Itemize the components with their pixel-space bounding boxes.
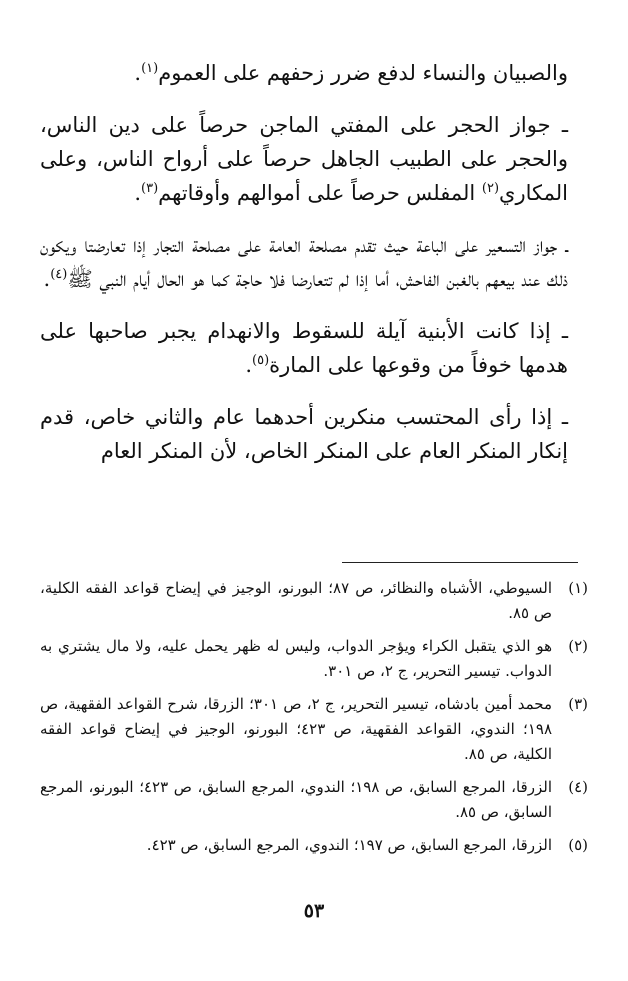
paragraph-text: ـ إذا رأى المحتسب منكرين أحدهما عام والثاني خاص، قدم إنكار المنكر العام على المنكر الخاص، لأن المنكر العام — [40, 405, 568, 463]
paragraph-0 — [40, 56, 568, 90]
footnote-item — [40, 634, 588, 684]
footnote-item — [40, 775, 588, 825]
paragraph-text: ـ إذا كانت الأبنية آيلة للسقوط والانهدام يجبر صاحبها على هدمها خوفاً من وقوعها على المارة — [40, 319, 568, 377]
footnote-item — [40, 576, 588, 626]
footnote-text: هو الذي يتقبل الكراء ويؤجر الدواب، وليس له ظهر يحمل عليه، ولا مال يشتري به الدواب. تيسير التحرير، ج ٢، ص ٣٠١. — [40, 637, 552, 680]
footnote-number: (٥) — [568, 836, 588, 854]
paragraph-end: . — [134, 181, 141, 205]
paragraph-2 — [40, 228, 568, 296]
footnote-text: الزرقا، المرجع السابق، ص ١٩٧؛ الندوي، المرجع السابق، ص ٤٢٣. — [146, 836, 552, 854]
paragraph-end: . — [245, 353, 253, 377]
paragraph-text: والصبيان والنساء لدفع ضرر زحفهم على العموم — [158, 61, 568, 85]
footnote-ref-1: (١) — [141, 61, 159, 76]
footnote-item — [40, 692, 588, 767]
footnote-item — [40, 833, 588, 858]
paragraph-4 — [40, 400, 568, 468]
paragraph-text: ـ جواز الحجر على المفتي الماجن حرصاً على دين الناس، والحجر على الطبيب الجاهل حرصاً على أرواح الناس، وعلى المكاري — [40, 113, 568, 205]
paragraph-end: . — [134, 61, 142, 85]
footnote-ref-2: (٢) — [481, 181, 500, 196]
footnote-ref-5: (٥) — [252, 353, 270, 368]
footnote-text: محمد أمين بادشاه، تيسير التحرير، ج ٢، ص ٣٠١؛ الزرقا، شرح القواعد الفقهية، ص ١٩٨؛ الندوي، القواعد الفقهية، ص ٤٢٣؛ البورنو، الوجيز في إيضاح قواعد الفقه الكلية، ص ٨٥. — [40, 695, 552, 763]
paragraph-end: . — [43, 267, 51, 291]
footnote-text: السيوطي، الأشباه والنظائر، ص ٨٧؛ البورنو، الوجيز في إيضاح قواعد الفقه الكلية، ص ٨٥. — [40, 579, 552, 622]
paragraph-text: المفلس حرصاً على أموالهم وأوقاتهم — [158, 181, 482, 205]
footnote-ref-3: (٣) — [141, 181, 159, 196]
footnote-number: (٣) — [568, 695, 588, 713]
footnote-number: (١) — [568, 579, 588, 597]
main-text — [40, 56, 568, 468]
footnote-divider — [342, 562, 578, 563]
page-number: ٥٣ — [303, 900, 325, 922]
footnote-number: (٤) — [568, 778, 588, 796]
paragraph-1 — [40, 108, 568, 210]
footnote-ref-4: (٤) — [50, 267, 68, 282]
footnote-number: (٢) — [568, 637, 588, 655]
footnote-text: الزرقا، المرجع السابق، ص ١٩٨؛ الندوي، المرجع السابق، ص ٤٢٣؛ البورنو، المرجع السابق، ص ٨٥. — [40, 778, 552, 821]
paragraph-text: ـ جواز التسعير على الباعة حيث تقدم مصلحة العامة على مصلحة التجار إذا تعارضتا ويكون ذلك عند بيعهم بالغبن الفاحش، أما إذا لم تتعارضا فلا حاجة كما هو الحال أيام النبي ﷺ — [40, 233, 568, 291]
footnotes — [40, 576, 588, 866]
paragraph-3 — [40, 314, 568, 382]
